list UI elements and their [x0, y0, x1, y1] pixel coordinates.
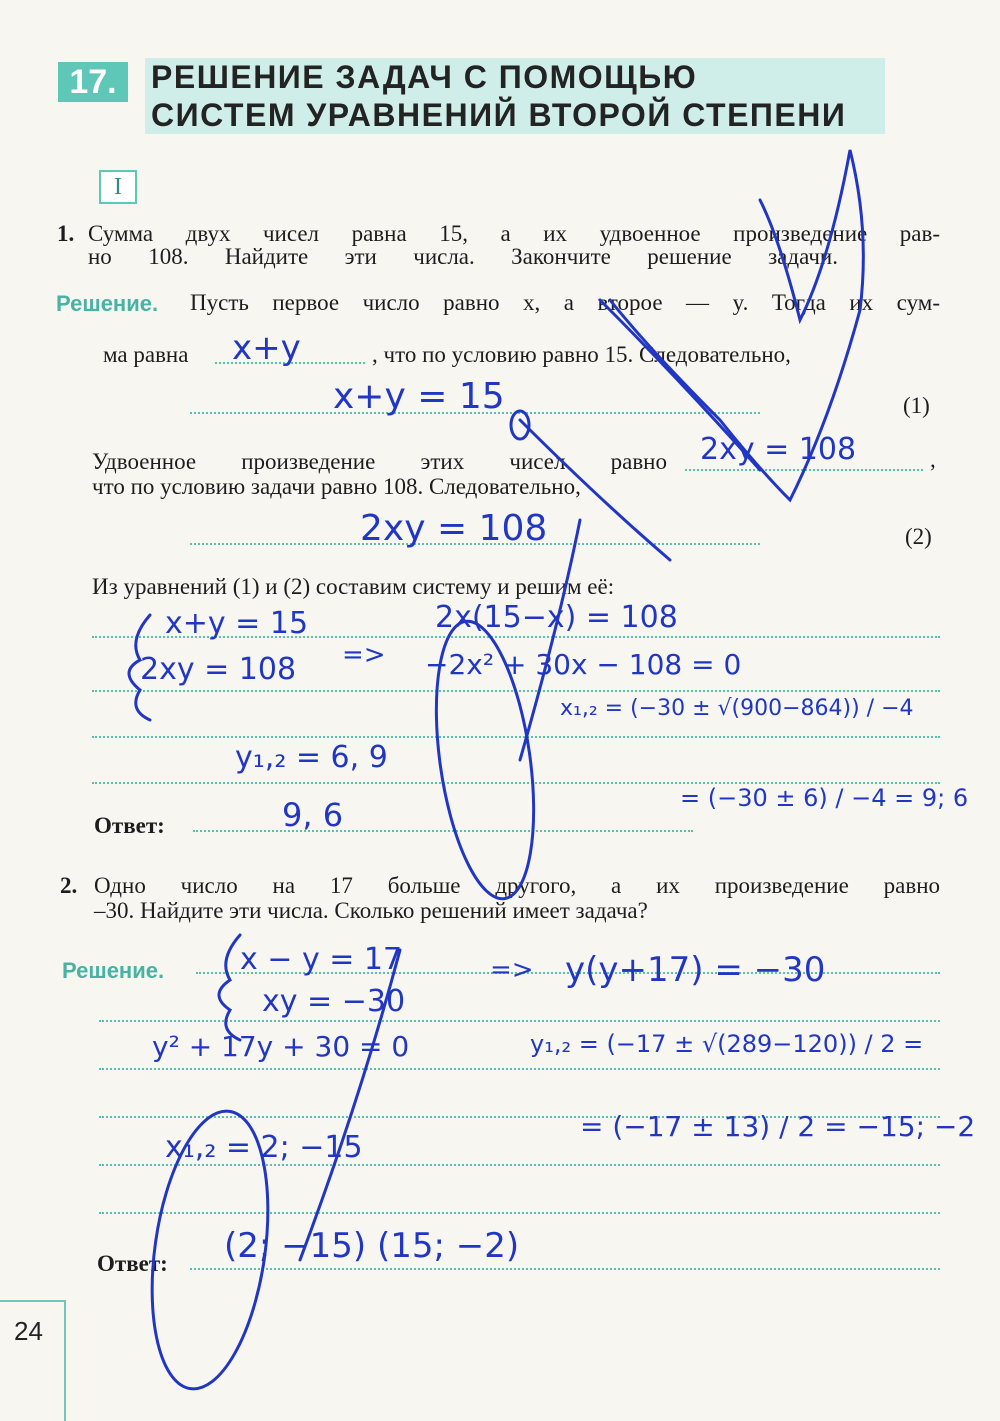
problem-1-system-intro: Из уравнений (1) и (2) составим систему и решим её:: [92, 574, 615, 599]
section-number: 17.: [58, 62, 128, 102]
problem-1-sum-label: ма равна: [103, 342, 189, 367]
hw-roots-x: x₁,₂ = (−30 ± √(900−864)) / −4: [560, 696, 914, 721]
equation-2-tag: (2): [905, 524, 932, 549]
problem-1-answer-label: Ответ:: [94, 813, 165, 838]
hw-p2-system-eq-1: x − y = 17: [240, 942, 403, 977]
problem-1-text-line-1: Сумма двух чисел равна 15, а их удвоенное произведение рав-: [88, 221, 940, 246]
hw-p2-quadratic: y² + 17y + 30 = 0: [152, 1030, 410, 1063]
oval-scribble-1: [421, 615, 549, 905]
hw-p2-system-eq-2: xy = −30: [262, 984, 406, 1019]
hw-p2-implies: =>: [490, 955, 534, 985]
slash-scribble-2: [300, 950, 400, 1260]
problem-1-solution-label: Решение.: [56, 291, 159, 316]
slash-scribble-1: [520, 520, 580, 760]
equation-1-tag: (1): [903, 393, 930, 418]
hw-roots-x-result: = (−30 ± 6) / −4 = 9; 6: [680, 784, 969, 812]
hw-p2-roots-x: x₁,₂ = 2; −15: [165, 1130, 363, 1165]
strike-line-1: [600, 300, 760, 470]
product-comma: ,: [930, 447, 936, 472]
hw-sum: x+y: [232, 328, 301, 368]
hw-system-eq-1: x+y = 15: [165, 606, 309, 641]
oval-scribble-2: [136, 1104, 284, 1397]
hw-implies-1: =>: [342, 640, 386, 670]
level-badge: I: [99, 170, 137, 204]
problem-1-product-label: Удвоенное произведение этих чисел равно: [92, 449, 667, 474]
brace-scribble-1: [129, 615, 150, 720]
problem-2-text-line-2: –30. Найдите эти числа. Сколько решений имеет задача?: [94, 898, 648, 923]
section-title-line-2: СИСТЕМ УРАВНЕНИЙ ВТОРОЙ СТЕПЕНИ: [151, 97, 847, 133]
page-number: 24: [14, 1316, 43, 1346]
hw-quadratic: −2x² + 30x − 108 = 0: [425, 648, 742, 681]
check-mark-scribble: [610, 150, 863, 500]
hw-answer-1: 9, 6: [282, 796, 344, 834]
brace-scribble-2: [219, 935, 240, 1040]
problem-1-text-line-2: но 108. Найдите эти числа. Закончите решение задачи.: [88, 244, 838, 269]
problem-2-solution-label: Решение.: [62, 958, 165, 983]
problem-2-text-line-1: Одно число на 17 больше другого, а их произведение равно: [94, 873, 940, 898]
problem-1-solution-line-1: Пусть первое число равно x, а второе — y. Тогда их сум-: [190, 290, 940, 315]
problem-2-number: 2.: [60, 873, 78, 898]
hw-system-eq-2: 2xy = 108: [140, 652, 297, 687]
problem-1-product-condition: что по условию задачи равно 108. Следовательно,: [92, 474, 581, 499]
problem-1-sum-condition: , что по условию равно 15. Следовательно,: [372, 342, 791, 367]
hw-roots-y: y₁,₂ = 6, 9: [235, 740, 388, 775]
section-title-line-1: РЕШЕНИЕ ЗАДАЧ С ПОМОЩЬЮ: [151, 59, 698, 95]
hw-p2-roots-y: y₁,₂ = (−17 ± √(289−120)) / 2 =: [530, 1030, 924, 1058]
hw-product: 2xy = 108: [700, 432, 857, 467]
strike-line-2: [520, 420, 670, 560]
hw-answer-2: (2; −15) (15; −2): [224, 1226, 520, 1266]
problem-2-answer-label: Ответ:: [97, 1251, 168, 1276]
hw-substitution: 2x(15−x) = 108: [435, 600, 678, 635]
hw-p2-roots-y-result: = (−17 ± 13) / 2 = −15; −2: [580, 1110, 976, 1143]
hw-p2-substitution: y(y+17) = −30: [565, 950, 826, 990]
hw-equation-1: x+y = 15: [333, 376, 505, 417]
hw-equation-2: 2xy = 108: [360, 508, 548, 549]
problem-1-number: 1.: [57, 221, 75, 246]
